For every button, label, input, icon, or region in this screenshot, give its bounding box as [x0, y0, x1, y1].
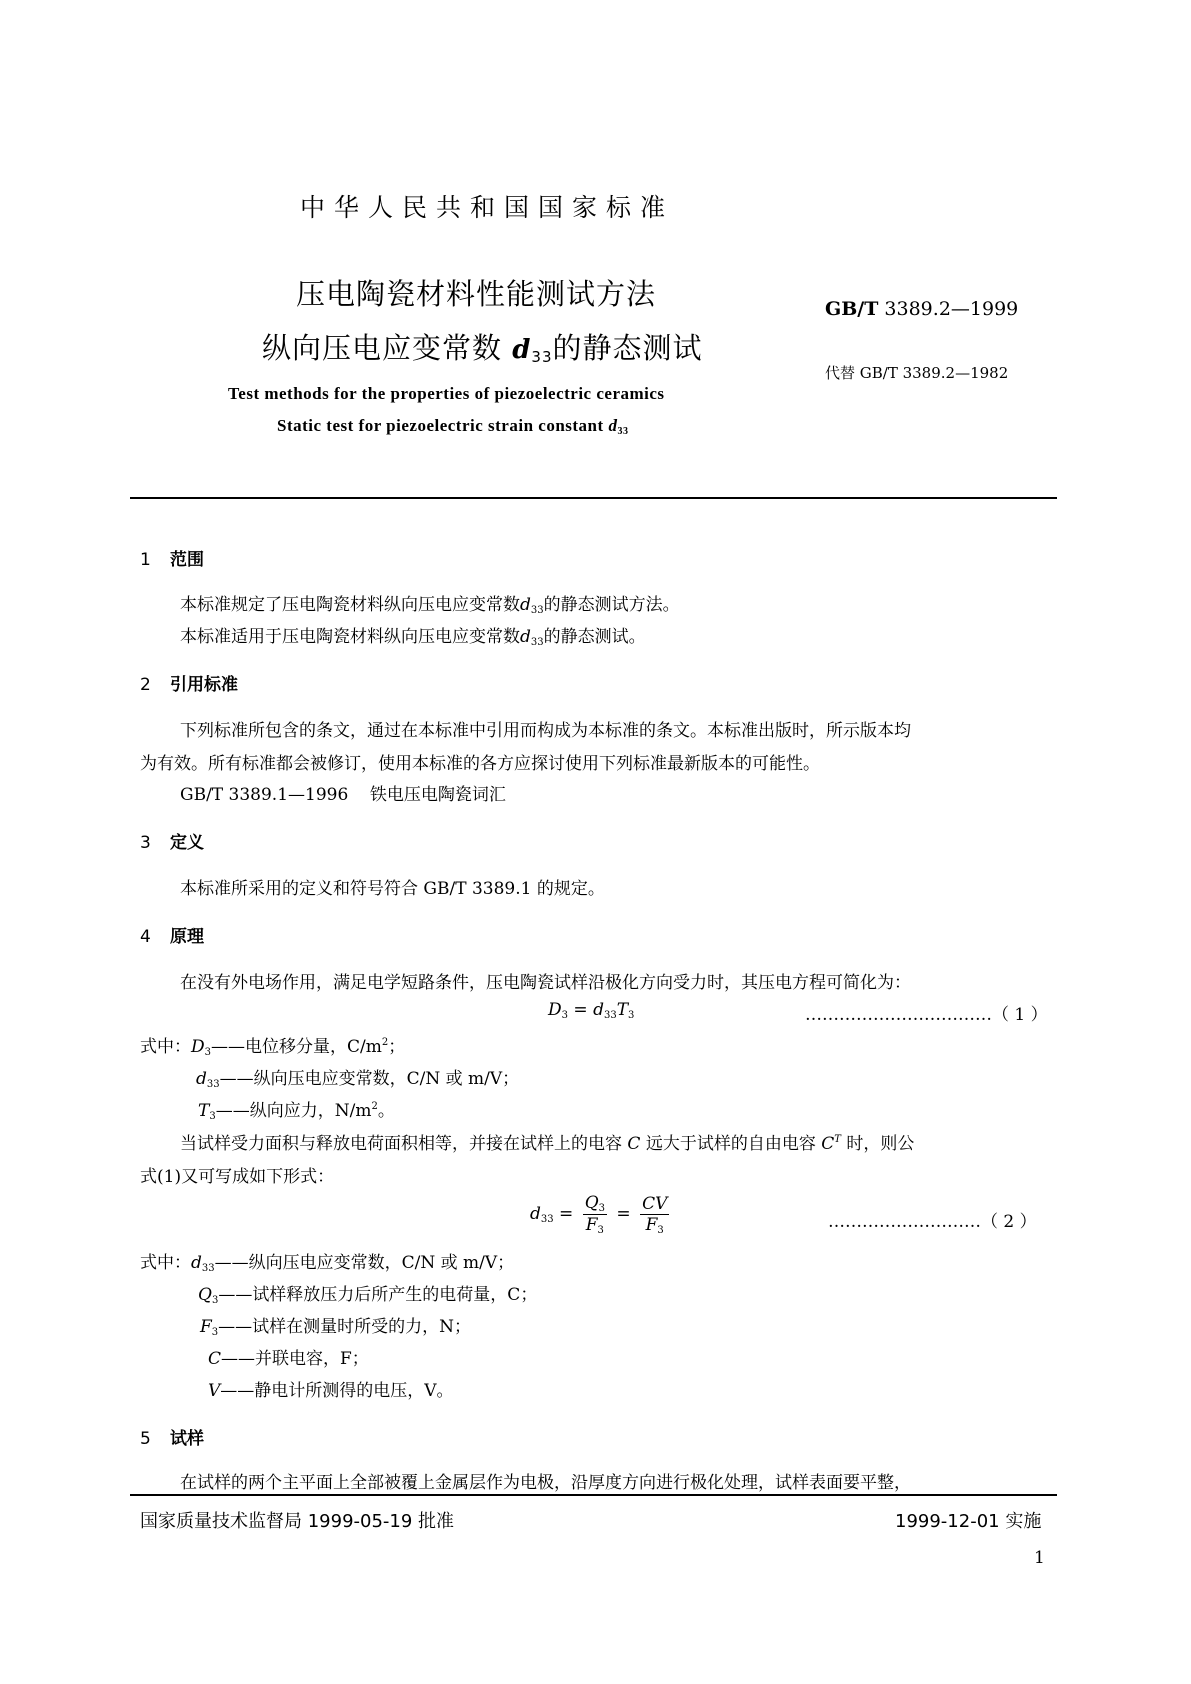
- page-number: 1: [1034, 1548, 1045, 1568]
- english-title-line-2: Static test for piezoelectric strain constant d33: [277, 416, 629, 437]
- where2-item-5: V——静电计所测得的电压，V。: [208, 1381, 454, 1401]
- where-item-3: T3——纵向应力，$N/m^2$。: [198, 1101, 395, 1122]
- where2-item-4: C——并联电容，F；: [208, 1349, 369, 1369]
- title-line-1: 压电陶瓷材料性能测试方法: [296, 277, 657, 311]
- section-5-paragraph-1: 在试样的两个主平面上全部被覆上金属层作为电极，沿厚度方向进行极化处理，试样表面要平整，: [180, 1473, 911, 1493]
- where2-item-3: F3——试样在测量时所受的力，N；: [200, 1317, 472, 1338]
- reference-title: 铁电压电陶瓷词汇: [369, 785, 506, 805]
- section-3-paragraph-1: 本标准所采用的定义和符号符合 GB/T 3389.1 的规定。: [180, 879, 605, 899]
- equation-2-number: ………………………（ 2 ）: [828, 1212, 1037, 1232]
- section-4-paragraph-3: 式(1)又可写成如下形式：: [140, 1167, 335, 1187]
- section-1-paragraph-2: 本标准适用于压电陶瓷材料纵向压电应变常数d33的静态测试。: [180, 627, 646, 648]
- section-2-heading: 2 引用标准: [140, 675, 238, 695]
- title-line-2: [262, 326, 703, 367]
- where2-item-2: Q3——试样释放压力后所产生的电荷量，C；: [198, 1285, 538, 1306]
- section-2-paragraph-1: 下列标准所包含的条文，通过在本标准中引用而构成为本标准的条文。本标准出版时，所示版本均: [180, 721, 911, 741]
- footer-rule: [130, 1494, 1057, 1496]
- where-item-1: 式中：D3——电位移分量，$C/m^2$；: [140, 1037, 406, 1058]
- title-symbol: $d_{33}$: [512, 335, 553, 366]
- section-1-heading: 1 范围: [140, 550, 204, 570]
- title-line-2-prefix: 纵向压电应变常数: [262, 331, 503, 365]
- header-rule: [130, 497, 1057, 499]
- replaces-standard: 代替 GB/T 3389.2—1982: [825, 364, 1009, 382]
- equation-1: D3 = d33T3: [548, 1000, 635, 1021]
- standard-number: GB/T 3389.2—1999: [825, 298, 1019, 320]
- section-1-paragraph-1: 本标准规定了压电陶瓷材料纵向压电应变常数d33的静态测试方法。: [180, 595, 680, 616]
- section-4-heading: 4 原理: [140, 927, 204, 947]
- english-title-line-1: Test methods for the properties of piezoelectric ceramics: [228, 384, 665, 403]
- reference-entry: [180, 780, 506, 805]
- section-5-heading: 5 试样: [140, 1429, 204, 1449]
- section-4-paragraph-2: 当试样受力面积与释放电荷面积相等，并接在试样上的电容 C 远大于试样的自由电容 $C^T$ 时，则公: [180, 1134, 915, 1154]
- title-line-2-suffix: 的静态测试: [552, 331, 703, 365]
- equation-1-number: ……………………………（ 1 ）: [805, 1005, 1048, 1025]
- where-item-2: d33——纵向压电应变常数，C/N 或 m/V；: [196, 1069, 520, 1090]
- section-3-heading: 3 定义: [140, 833, 204, 853]
- section-4-paragraph-1: 在没有外电场作用，满足电学短路条件，压电陶瓷试样沿极化方向受力时，其压电方程可简化为：: [180, 973, 911, 993]
- where2-item-1: 式中：d33——纵向压电应变常数，C/N 或 m/V；: [140, 1253, 515, 1274]
- approval-date: 国家质量技术监督局 1999-05-19 批准: [140, 1511, 455, 1532]
- national-standard-heading: 中华人民共和国国家标准: [300, 193, 675, 222]
- reference-code: GB/T 3389.1—1996: [180, 785, 349, 805]
- equation-2: d33 = $\frac{Q3}{F3}$ = $\frac{CV}{F3}$: [530, 1193, 668, 1236]
- english-title-symbol: d33: [608, 416, 629, 437]
- section-2-paragraph-2: 为有效。所有标准都会被修订，使用本标准的各方应探讨使用下列标准最新版本的可能性。: [140, 754, 820, 774]
- effective-date: 1999-12-01 实施: [895, 1511, 1042, 1532]
